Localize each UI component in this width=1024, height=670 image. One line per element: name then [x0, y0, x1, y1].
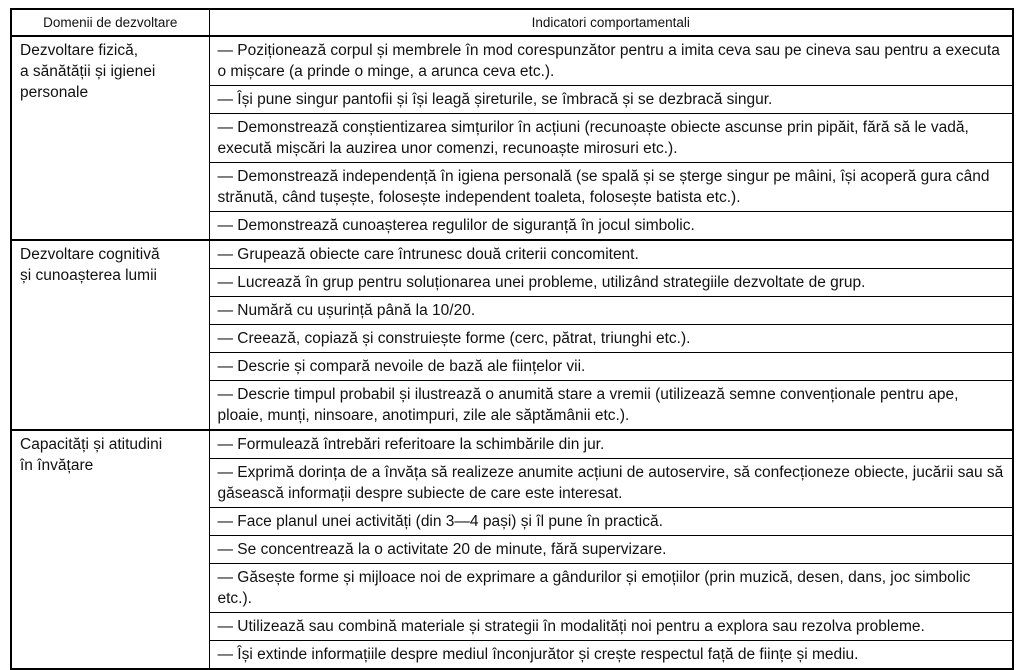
domain-label-line: personale — [20, 84, 89, 101]
domain-label-line: Dezvoltare fizică, — [20, 42, 139, 59]
indicator-cell: — Utilizează sau combină materiale și strategii în modalități noi pentru a explora sau rezolva probleme. — [209, 613, 1013, 641]
indicator-cell: — Face planul unei activități (din 3—4 pași) și îl pune în practică. — [209, 508, 1013, 536]
table-row — [11, 430, 1013, 459]
indicator-cell: — Își pune singur pantofii și își leagă șireturile, se îmbracă și se dezbracă singur. — [209, 86, 1013, 114]
indicator-cell: — Găsește forme și mijloace noi de exprimare a gândurilor și emoțiilor (prin muzică, desen, dans, joc simbolic etc.). — [209, 564, 1013, 613]
indicator-cell: — Descrie și compară nevoile de bază ale ființelor vii. — [209, 353, 1013, 381]
indicator-cell: — Demonstrează independență în igiena personală (se spală și se șterge singur pe mâini, își acoperă gura când strănută, când tușește, folosește independent toaleta, folosește batista etc.). — [209, 163, 1013, 212]
indicator-cell: — Grupează obiecte care întrunesc două criterii concomitent. — [209, 240, 1013, 269]
indicator-cell: — Exprimă dorința de a învăța să realizeze anumite acțiuni de autoservire, să confecționeze obiecte, jucării sau să găsească informații despre subiecte de care este interesat. — [209, 459, 1013, 508]
indicator-cell: — Creează, copiază și construiește forme (cerc, pătrat, triunghi etc.). — [209, 325, 1013, 353]
table-row — [11, 240, 1013, 269]
indicator-cell: — Lucrează în grup pentru soluționarea unei probleme, utilizând strategiile dezvoltate de grup. — [209, 269, 1013, 297]
header-row — [11, 9, 1013, 36]
domain-label-line: în învățare — [20, 457, 94, 474]
domain-label-line: a sănătății și igienei — [20, 63, 156, 80]
table-row — [11, 36, 1013, 86]
column-header-domains: Domenii de dezvoltare — [11, 9, 209, 36]
indicator-cell: — Descrie timpul probabil și ilustrează o anumită stare a vremii (utilizează semne convenționale pentru ape, ploaie, munți, ninsoare, anotimpuri, zile ale săptămânii etc.). — [209, 381, 1013, 431]
column-header-indicators: Indicatori comportamentali — [209, 9, 1013, 36]
domain-label-line: Dezvoltare cognitivă — [20, 246, 160, 263]
domain-label-line: Capacități și atitudini — [20, 436, 163, 453]
indicator-cell: — Demonstrează cunoașterea regulilor de siguranță în jocul simbolic. — [209, 212, 1013, 241]
indicator-cell: — Formulează întrebări referitoare la schimbările din jur. — [209, 430, 1013, 459]
domain-cell-cognitive — [11, 240, 209, 430]
domain-cell-physical — [11, 36, 209, 240]
indicator-cell: — Își extinde informațiile despre mediul înconjurător și crește respectul față de ființe și mediu. — [209, 641, 1013, 670]
domain-cell-learning — [11, 430, 209, 669]
indicator-cell: — Poziționează corpul și membrele în mod corespunzător pentru a imita ceva sau pe cineva sau pentru a executa o mișcare (a prinde o minge, a arunca ceva etc.). — [209, 36, 1013, 86]
indicator-cell: — Se concentrează la o activitate 20 de minute, fără supervizare. — [209, 536, 1013, 564]
indicator-cell: — Numără cu ușurință până la 10/20. — [209, 297, 1013, 325]
development-indicators-table — [10, 8, 1014, 670]
domain-label-line: și cunoașterea lumii — [20, 267, 157, 284]
indicator-cell: — Demonstrează conștientizarea simțurilor în acțiuni (recunoaște obiecte ascunse prin pipăit, fără să le vadă, execută mișcări la auzirea unor comenzi, recunoaște mirosuri etc.). — [209, 114, 1013, 163]
